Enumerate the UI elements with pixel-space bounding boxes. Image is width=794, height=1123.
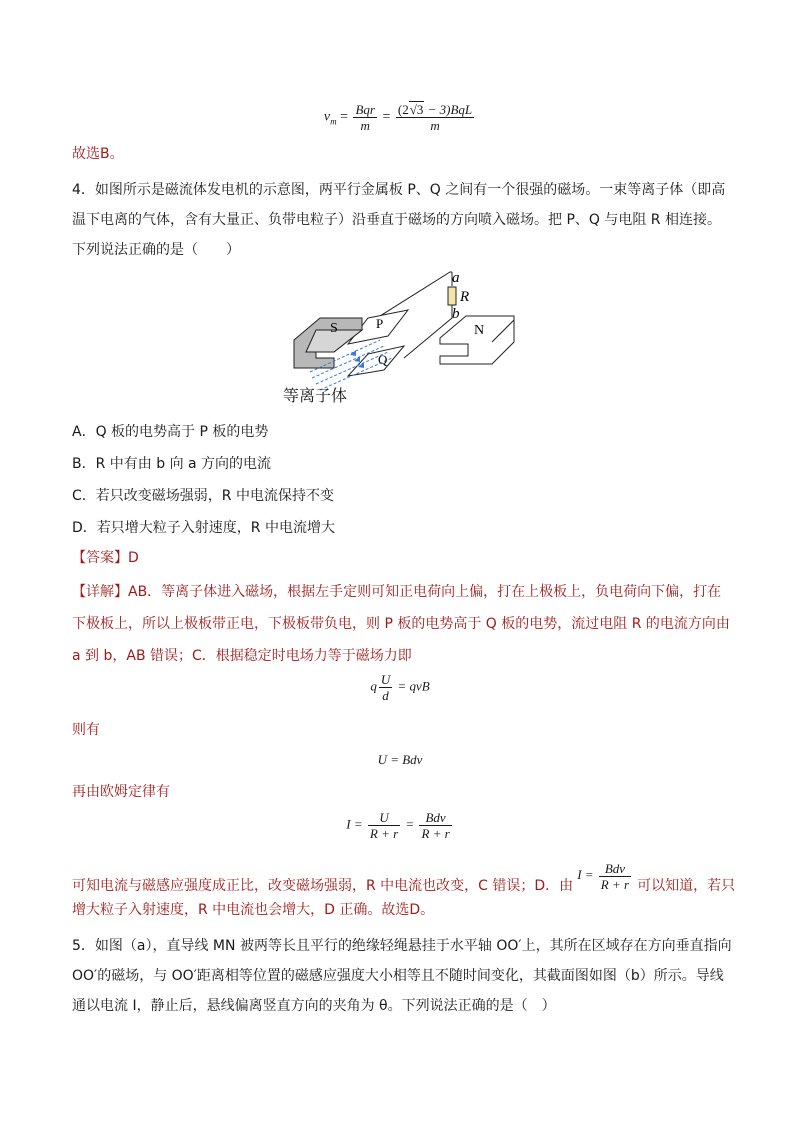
q5-line-3: 通以电流 I，静止后，悬线偏离竖直方向的夹角为 θ。下列说法正确的是（ ） <box>72 998 556 1014</box>
figure-caption: 等离子体 <box>283 386 348 405</box>
formula-vm: $v_m$ = $\frac{\text{Bqr}}{m}$ = $\frac{\text{(2√3 − 3)BqL}}{m}$ <box>323 102 473 133</box>
label-S: S <box>330 321 338 336</box>
q4-stem-line-3: 下列说法正确的是（ ） <box>72 242 240 258</box>
label-Q: Q <box>378 352 388 367</box>
q5-line-2: OO′的磁场，与 OO′距离相等位置的磁感应强度大小相等且不随时间变化，其截面图如图（b）所示。导线 <box>72 968 724 984</box>
resistor-R <box>448 287 456 305</box>
detail-line-1: 【详解】AB．等离子体进入磁场，根据左手定则可知正电荷向上偏，打在上极板上，负电荷向下偏，打在 <box>72 584 722 600</box>
equation-force-balance: q $\frac{U}{d}$ = qvB <box>370 672 430 703</box>
label-b: b <box>452 306 460 322</box>
q5-line-1: 5．如图（a），直导线 MN 被两等长且平行的绝缘轻绳悬挂于水平轴 OO′上，其所在区域存在方向垂直指向 <box>72 938 732 954</box>
label-P: P <box>376 316 384 331</box>
label-N: N <box>474 323 485 338</box>
conclusion-line-2: 增大粒子入射速度，R 中电流也会增大，D 正确。故选D。 <box>72 902 435 918</box>
ohm-law-text: 再由欧姆定律有 <box>72 784 170 800</box>
option-d: D．若只增大粒子入射速度，R 中电流增大 <box>72 520 335 536</box>
equation-current: I = $\frac{U}{R + r}$ = $\frac{\text{Bdv}}{R + r}$ <box>346 810 450 841</box>
then-text: 则有 <box>72 722 100 738</box>
equation-voltage: U = Bdv <box>377 752 423 767</box>
answer-label: 【答案】D <box>72 550 139 566</box>
q4-stem-line-2: 温下电离的气体，含有大量正、负带电粒子）沿垂直于磁场的方向喷入磁场。把 P、Q 与电阻 R 相连接。 <box>72 212 721 228</box>
label-a: a <box>452 270 460 286</box>
option-a: A．Q 板的电势高于 P 板的电势 <box>72 424 269 440</box>
option-c: C．若只改变磁场强弱，R 中电流保持不变 <box>72 488 334 504</box>
prev-answer: 故选B。 <box>72 146 124 162</box>
label-R: R <box>460 289 470 305</box>
detail-line-3: a 到 b，AB 错误；C．根据稳定时电场力等于磁场力即 <box>72 648 412 664</box>
option-b: B．R 中有由 b 向 a 方向的电流 <box>72 456 272 472</box>
q4-stem-line-1: 4．如图所示是磁流体发电机的示意图，两平行金属板 P、Q 之间有一个很强的磁场。一束等离子体（即高 <box>72 182 726 198</box>
conclusion-line-1: 可知电流与磁感应强度成正比，改变磁场强弱，R 中电流也改变，C 错误；D．由I = $\frac{\text{Bdv}}{R + r}$ 可以知道，若只 <box>72 860 736 894</box>
detail-line-2: 下极板上，所以上极板带正电，下极板带负电，则 P 板的电势高于 Q 板的电势，流过电阻 R 的电流方向由 <box>72 616 730 632</box>
